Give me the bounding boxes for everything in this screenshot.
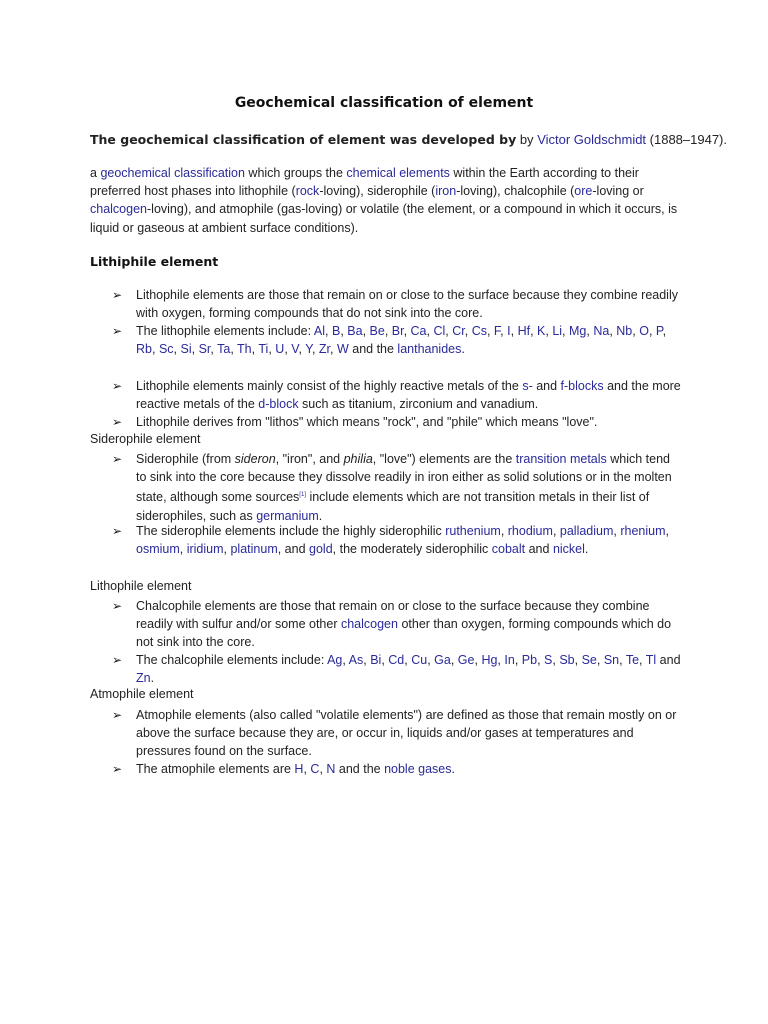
bullet-text: , "love") elements are the — [372, 452, 516, 466]
list-separator: , — [552, 524, 560, 538]
list-separator: , — [230, 342, 238, 357]
chalcophile-heading: Lithophile element — [90, 579, 192, 593]
link-b[interactable]: B — [331, 324, 341, 338]
bullet-text: . — [150, 671, 155, 686]
link-hg[interactable]: Hg — [481, 653, 498, 667]
link-be[interactable]: Be — [369, 324, 385, 338]
link-rhodium[interactable]: rhodium — [507, 524, 553, 538]
link-bi[interactable]: Bi — [370, 653, 382, 667]
link-s-block[interactable]: s- — [522, 379, 533, 393]
para-text: which groups the — [244, 166, 347, 180]
link-in[interactable]: In — [504, 653, 515, 667]
lithophile-bullet-1: Lithophile elements are those that remain on or close to the surface because they combine readily with oxygen, forming compounds that do not sink into the core. — [136, 288, 678, 321]
link-germanium[interactable]: germanium — [256, 508, 319, 523]
list-separator: , — [191, 342, 199, 357]
list-separator: , — [474, 653, 482, 667]
list-separator: , — [639, 653, 646, 667]
bullet-text: include elements which are not transition metals in their list of siderophiles, such as — [136, 490, 650, 523]
list-separator: , — [173, 342, 181, 357]
bullet-text: , and — [277, 542, 310, 557]
list-separator: , — [284, 342, 292, 357]
bullet-text: , — [303, 762, 311, 776]
list-separator: , — [384, 324, 392, 338]
bullet-text: and the more reactive metals of the — [136, 379, 681, 412]
list-separator: , — [596, 653, 604, 667]
link-chalcogen-2[interactable]: chalcogen — [340, 617, 398, 632]
bullet-text: . — [461, 342, 465, 357]
list-separator: , — [500, 324, 508, 338]
para-text: -loving or — [592, 184, 644, 199]
atmophile-bullet-1: Atmophile elements (also called "volatile elements") are defined as those that remain mostly on or above the surface because they are, or occur in, liquids and/or gases at temperatures and pressures found on the surface. — [136, 708, 677, 759]
italic-term: philia — [343, 452, 373, 466]
list-separator: , — [497, 653, 505, 667]
link-na[interactable]: Na — [593, 324, 610, 338]
citation-link[interactable]: [1] — [299, 492, 306, 499]
link-zr[interactable]: Zr — [318, 342, 330, 357]
intro-line — [90, 132, 727, 147]
bullet-text: , the moderately siderophilic — [332, 542, 492, 557]
link-v[interactable]: V — [291, 342, 299, 357]
bullet-arrow-icon: ➢ — [112, 415, 123, 429]
bullet-arrow-icon: ➢ — [112, 288, 123, 302]
bullet-text: , "iron", and — [275, 452, 344, 466]
bullet-arrow-icon: ➢ — [112, 524, 123, 538]
bullet-text: and — [525, 542, 553, 557]
list-separator: , — [545, 324, 553, 338]
list-separator: , — [586, 324, 594, 338]
link-cu[interactable]: Cu — [411, 653, 428, 667]
list-separator: , — [426, 324, 434, 338]
bullet-text: The lithophile elements include: — [136, 324, 314, 338]
bullet-text: The atmophile elements are — [136, 762, 295, 776]
link-iron[interactable]: iron — [435, 184, 457, 199]
list-separator: , — [362, 324, 370, 338]
list-separator: , — [342, 653, 349, 667]
intro-by: by — [516, 132, 538, 147]
lithophile-bullet-2 — [136, 322, 681, 358]
chalcophile-bullet-2 — [136, 651, 681, 687]
list-separator: , — [404, 653, 412, 667]
link-osmium[interactable]: osmium — [136, 542, 180, 557]
link-ruthenium[interactable]: ruthenium — [445, 524, 501, 538]
link-nb[interactable]: Nb — [616, 324, 633, 338]
link-si[interactable]: Si — [180, 342, 192, 357]
list-separator: , — [363, 653, 371, 667]
list-separator: , — [223, 542, 231, 557]
italic-term: sideron — [234, 452, 276, 466]
list-separator: , — [340, 324, 348, 338]
list-separator: , — [662, 324, 667, 338]
bullet-text: . — [584, 542, 589, 557]
siderophile-bullet-1 — [136, 450, 681, 525]
link-c[interactable]: C — [310, 762, 320, 776]
bullet-text: and the — [335, 762, 385, 776]
list-separator: , — [648, 324, 656, 338]
link-p[interactable]: P — [655, 324, 663, 338]
link-h[interactable]: H — [294, 762, 304, 776]
link-n[interactable]: N — [326, 762, 336, 776]
bullet-text: . — [451, 762, 455, 776]
link-f-blocks[interactable]: f-blocks — [560, 379, 604, 393]
link-cd[interactable]: Cd — [388, 653, 405, 667]
list-separator: , — [381, 653, 389, 667]
link-cs[interactable]: Cs — [471, 324, 487, 338]
list-separator: , — [510, 324, 518, 338]
link-li[interactable]: Li — [552, 324, 563, 338]
list-separator: , — [537, 653, 545, 667]
bullet-text: . — [318, 508, 323, 523]
link-d-block[interactable]: d-block — [258, 397, 299, 412]
link-cr[interactable]: Cr — [452, 324, 465, 338]
intro-paragraph — [90, 164, 680, 237]
link-noble-gases[interactable]: noble gases — [384, 762, 452, 776]
link-se[interactable]: Se — [581, 653, 597, 667]
link-hf[interactable]: Hf — [517, 324, 531, 338]
list-separator: , — [268, 342, 276, 357]
para-text: -loving), chalcophile ( — [456, 184, 575, 199]
link-victor-goldschmidt[interactable]: Victor Goldschmidt — [537, 132, 647, 147]
link-zn[interactable]: Zn — [136, 671, 151, 686]
link-pb[interactable]: Pb — [521, 653, 538, 667]
bullet-arrow-icon: ➢ — [112, 599, 123, 613]
bullet-text: The siderophile elements include the highly siderophilic — [136, 524, 446, 538]
list-separator: , — [450, 653, 458, 667]
link-k[interactable]: K — [537, 324, 546, 338]
intro-dates: (1888–1947). — [646, 132, 727, 147]
chalcophile-element-list — [327, 653, 656, 667]
link-nickel[interactable]: nickel — [552, 542, 585, 557]
link-tl[interactable]: Tl — [645, 653, 657, 667]
link-iridium[interactable]: iridium — [186, 542, 224, 557]
para-text: -loving), siderophile ( — [319, 184, 436, 199]
link-ag[interactable]: Ag — [327, 653, 343, 667]
link-th[interactable]: Th — [237, 342, 252, 357]
bullet-arrow-icon: ➢ — [112, 762, 123, 776]
lithophile-bullet-3 — [136, 377, 681, 413]
list-separator: , — [665, 524, 670, 538]
list-separator: , — [514, 653, 522, 667]
link-i[interactable]: I — [507, 324, 511, 338]
link-ga[interactable]: Ga — [434, 653, 451, 667]
link-br[interactable]: Br — [391, 324, 404, 338]
link-cl[interactable]: Cl — [433, 324, 446, 338]
list-separator: , — [464, 324, 472, 338]
bullet-text: such as titanium, zirconium and vanadium. — [298, 397, 539, 412]
link-u[interactable]: U — [275, 342, 285, 357]
link-cobalt[interactable]: cobalt — [491, 542, 526, 557]
bullet-arrow-icon: ➢ — [112, 324, 123, 338]
list-separator: , — [251, 342, 259, 357]
bullet-arrow-icon: ➢ — [112, 452, 123, 466]
link-sr[interactable]: Sr — [198, 342, 211, 357]
list-separator: , — [179, 542, 187, 557]
para-text: within the Earth according to their preferred host phases into lithophile ( — [90, 166, 639, 199]
bullet-text: and the — [348, 342, 398, 357]
link-ta[interactable]: Ta — [217, 342, 231, 357]
link-rock[interactable]: rock — [295, 184, 320, 199]
link-o[interactable]: O — [639, 324, 649, 338]
siderophile-heading: Siderophile element — [90, 432, 201, 446]
lithophile-bullet-4: Lithophile derives from "lithos" which means "rock", and "phile" which means "love". — [136, 415, 598, 429]
list-separator: , — [574, 653, 582, 667]
bullet-arrow-icon: ➢ — [112, 379, 123, 393]
intro-bold: The geochemical classification of element was developed by — [90, 132, 517, 147]
list-separator: , — [552, 653, 560, 667]
link-chemical-elements[interactable]: chemical elements — [346, 166, 450, 180]
link-mg[interactable]: Mg — [569, 324, 587, 338]
link-ge[interactable]: Ge — [457, 653, 475, 667]
list-separator: , — [311, 342, 319, 357]
list-separator: , — [403, 324, 411, 338]
link-ba[interactable]: Ba — [347, 324, 363, 338]
list-separator: , — [486, 324, 494, 338]
link-ti[interactable]: Ti — [258, 342, 269, 357]
link-rb[interactable]: Rb — [136, 342, 152, 357]
link-sb[interactable]: Sb — [559, 653, 575, 667]
list-separator: , — [619, 653, 626, 667]
link-rhenium[interactable]: rhenium — [620, 524, 666, 538]
link-al[interactable]: Al — [313, 324, 326, 338]
list-separator: , — [210, 342, 218, 357]
bullet-arrow-icon: ➢ — [112, 653, 123, 667]
para-text: a — [90, 166, 101, 180]
list-separator: , — [530, 324, 538, 338]
link-geochemical-classification[interactable]: geochemical classification — [100, 166, 245, 180]
atmophile-bullet-2 — [136, 760, 681, 778]
chalcophile-bullet-1 — [136, 597, 681, 652]
link-transition-metals[interactable]: transition metals — [515, 452, 607, 466]
link-w[interactable]: W — [336, 342, 349, 357]
bullet-text: , — [319, 762, 327, 776]
bullet-text: and — [656, 653, 681, 667]
lithophile-heading: Lithiphile element — [90, 254, 219, 269]
bullet-text: Lithophile elements mainly consist of the highly reactive metals of the — [136, 379, 523, 393]
siderophile-bullet-2 — [136, 522, 681, 558]
link-sc[interactable]: Sc — [158, 342, 174, 357]
list-separator: , — [427, 653, 435, 667]
bullet-text: other than oxygen, forming compounds which do not sink into the core. — [136, 617, 672, 650]
link-ore[interactable]: ore — [574, 184, 593, 199]
link-f[interactable]: F — [493, 324, 501, 338]
list-separator: , — [325, 324, 332, 338]
atmophile-heading: Atmophile element — [90, 687, 194, 701]
list-separator: , — [500, 524, 508, 538]
bullet-text: which tend to sink into the core because they dissolve readily in iron either as solid solutions or in the molten state, although some sources — [136, 452, 672, 505]
link-te[interactable]: Te — [625, 653, 640, 667]
list-separator: , — [151, 342, 159, 357]
list-separator: , — [330, 342, 337, 357]
list-separator: , — [613, 524, 621, 538]
link-s[interactable]: S — [544, 653, 553, 667]
list-separator: , — [298, 342, 306, 357]
list-separator: , — [445, 324, 453, 338]
page-title: Geochemical classification of element — [234, 95, 534, 111]
link-palladium[interactable]: palladium — [559, 524, 614, 538]
link-as[interactable]: As — [348, 653, 364, 667]
link-chalcogen[interactable]: chalcogen — [90, 202, 147, 217]
bullet-text: Siderophile (from — [136, 452, 235, 466]
list-separator: , — [562, 324, 569, 338]
bullet-text: and — [532, 379, 561, 393]
list-separator: , — [632, 324, 640, 338]
bullet-text: Chalcophile elements are those that remain on or close to the surface because they combine readily with sulfur and/or some other — [136, 599, 650, 632]
link-lanthanides[interactable]: lanthanides — [397, 342, 462, 357]
link-gold[interactable]: gold — [309, 542, 333, 557]
bullet-arrow-icon: ➢ — [112, 708, 123, 722]
link-ca[interactable]: Ca — [410, 324, 427, 338]
bullet-text: The chalcophile elements include: — [136, 653, 328, 667]
para-text: -loving), and atmophile (gas-loving) or volatile (the element, or a compound in which it occurs, is liquid or gaseous at ambient surface conditions). — [90, 202, 678, 235]
link-y[interactable]: Y — [305, 342, 312, 357]
list-separator: , — [609, 324, 617, 338]
link-sn[interactable]: Sn — [603, 653, 620, 667]
link-platinum[interactable]: platinum — [230, 542, 278, 557]
